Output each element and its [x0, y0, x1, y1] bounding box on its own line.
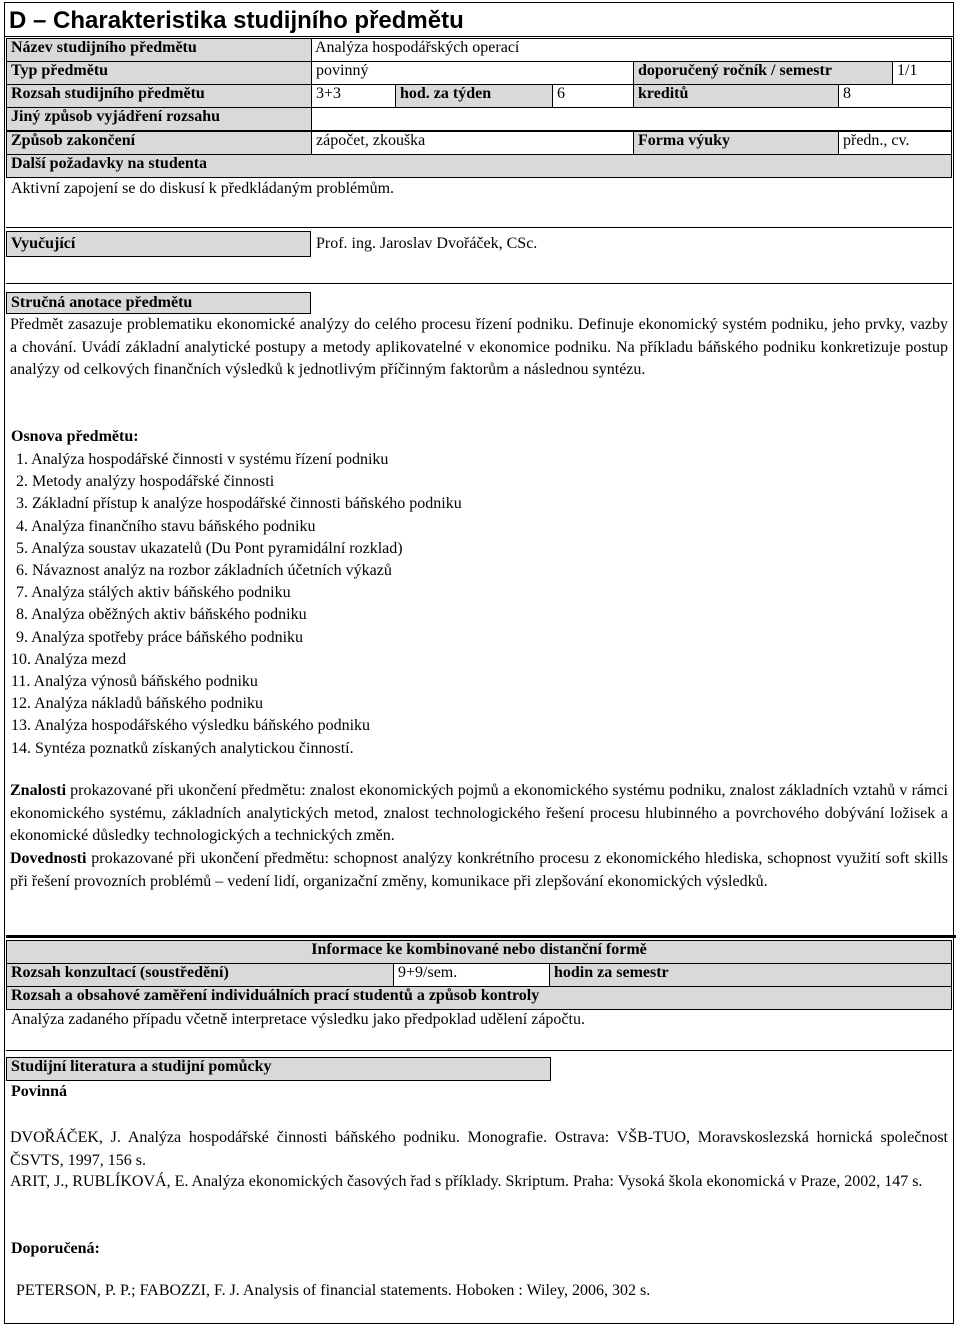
syllabus-item: 7. Analýza stálých aktiv báňského podniku — [16, 584, 291, 602]
syllabus-item: 1. Analýza hospodářské činnosti v systému řízení podniku — [16, 451, 389, 468]
syllabus-item: 2. Metody analýzy hospodářské činnosti — [16, 473, 275, 491]
requirements-label: Další požadavky na studenta — [6, 154, 952, 178]
type-label: Typ předmětu — [6, 61, 312, 85]
scope-value: 3+3 — [311, 84, 396, 108]
required-item-2: ARIT, J., RUBLÍKOVÁ, E. Analýza ekonomických časových řad s příklady. Skriptum. Praha: Vysoká škola ekonomická v Praze, 2002, 147 s. — [10, 1173, 923, 1190]
form-value: předn., cv. — [838, 131, 952, 155]
syllabus-item: 8. Analýza oběžných aktiv báňského podniku — [16, 606, 307, 624]
recommended-label: Doporučená: — [11, 1240, 100, 1257]
credits-value: 8 — [838, 84, 952, 108]
distance-title: Informace ke kombinované nebo distanční formě — [6, 940, 952, 964]
syllabus-item: 12. Analýza nákladů báňského podniku — [11, 695, 263, 713]
syllabus-item: 6. Návaznost analýz na rozbor základních účetních výkazů — [16, 562, 392, 579]
annotation-text: Předmět zasazuje problematiku ekonomické analýzy do celého procesu řízení podniku. Definuje ekonomický systém podniku, jeho prvky, vazby a chování. Uvádí základní analytické postupy a metody aplikovatelné v ekonomice podniku. Na příkladu báňského podniku konkretizuje postup analýzy od celkových finančních výsledků k jednotlivým příčinným faktorům a následnou syntézu. — [10, 316, 948, 378]
skills-paragraph — [10, 848, 948, 893]
divider — [6, 1050, 952, 1051]
teachers-label: Vyučující — [6, 231, 311, 257]
syllabus-item: 13. Analýza hospodářského výsledku báňského podniku — [11, 717, 371, 735]
consult-label: Rozsah konzultací (soustředění) — [6, 963, 394, 987]
syllabus-label: Osnova předmětu: — [11, 428, 139, 445]
work-label: Rozsah a obsahové zaměření individuálních prací studentů a způsob kontroly — [6, 986, 952, 1010]
other-scope-value — [311, 107, 952, 131]
syllabus-item: 9. Analýza spotřeby práce báňského podniku — [16, 628, 304, 646]
syllabus-item: 14. Syntéza poznatků získaných analytickou činností. — [11, 739, 354, 757]
syllabus-item: 5. Analýza soustav ukazatelů (Du Pont pyramidální rozklad) — [16, 539, 403, 557]
work-text: Analýza zadaného případu včetně interpretace výsledku jako předpoklad udělení zápočtu. — [11, 1011, 585, 1028]
syllabus-item: 4. Analýza finančního stavu báňského podniku — [16, 517, 316, 535]
page-title: D – Charakteristika studijního předmětu — [4, 2, 954, 36]
syllabus-item: 11. Analýza výnosů báňského podniku — [11, 673, 258, 690]
teachers-value: Prof. ing. Jaroslav Dvořáček, CSc. — [316, 235, 538, 252]
syllabus-item: 10. Analýza mezd — [11, 650, 127, 668]
completion-value: zápočet, zkouška — [311, 131, 634, 155]
required-item-1: DVOŘÁČEK, J. Analýza hospodářské činnosti báňského podniku. Monografie. Ostrava: VŠB-TUO, Moravskoslezská hornická společnost ČSVTS, 1997, 156 s. — [10, 1129, 948, 1169]
hours-value: 6 — [552, 84, 634, 108]
hours-label: hod. za týden — [395, 84, 553, 108]
scope-label: Rozsah studijního předmětu — [6, 84, 312, 108]
completion-label: Způsob zakončení — [6, 131, 312, 155]
consult-value: 9+9/sem. — [393, 963, 550, 987]
year-label: doporučený ročník / semestr — [633, 61, 893, 85]
divider — [6, 227, 952, 228]
syllabus-item: 3. Základní přístup k analýze hospodářské činnosti báňského podniku — [16, 495, 462, 513]
section-divider — [6, 935, 956, 938]
required-label: Povinná — [11, 1083, 68, 1100]
requirements-value: Aktivní zapojení se do diskusí k předkládaným problémům. — [11, 180, 395, 197]
annotation-label: Stručná anotace předmětu — [6, 292, 311, 314]
recommended-item-1: PETERSON, P. P.; FABOZZI, F. J. Analysis of financial statements. Hoboken : Wiley, 2006, 302 s. — [16, 1282, 651, 1299]
skills-text: prokazované při ukončení předmětu: schopnost analýzy konkrétního procesu z ekonomického hlediska, schopnost využití soft skills při řešení provozních problémů – vedení lidí, organizační změny, komunikace při zlepšování ekonomických výsledků. — [10, 850, 948, 890]
credits-label: kreditů — [633, 84, 839, 108]
knowledge-label: Znalosti — [10, 782, 67, 799]
skills-label: Dovednosti — [10, 850, 87, 867]
subject-value: Analýza hospodářských operací — [311, 38, 952, 62]
knowledge-text: prokazované při ukončení předmětu: znalost ekonomických pojmů a ekonomického systému podniku, znalost základních vztahů v rámci ekonomického systému, základních analytických metod, znalost technologického řešení procesu hlubinného a povrchového dobývání ložisek a ekonomické důsledky technologických a technických změn. — [10, 782, 948, 844]
literature-label: Studijní literatura a studijní pomůcky — [6, 1057, 551, 1081]
form-label: Forma výuky — [633, 131, 839, 155]
knowledge-paragraph — [10, 780, 948, 848]
divider — [6, 283, 952, 284]
subject-label: Název studijního předmětu — [6, 38, 312, 62]
consult-unit: hodin za semestr — [549, 963, 952, 987]
other-scope-label: Jiný způsob vyjádření rozsahu — [6, 107, 312, 131]
year-value: 1/1 — [892, 61, 952, 85]
type-value: povinný — [311, 61, 634, 85]
